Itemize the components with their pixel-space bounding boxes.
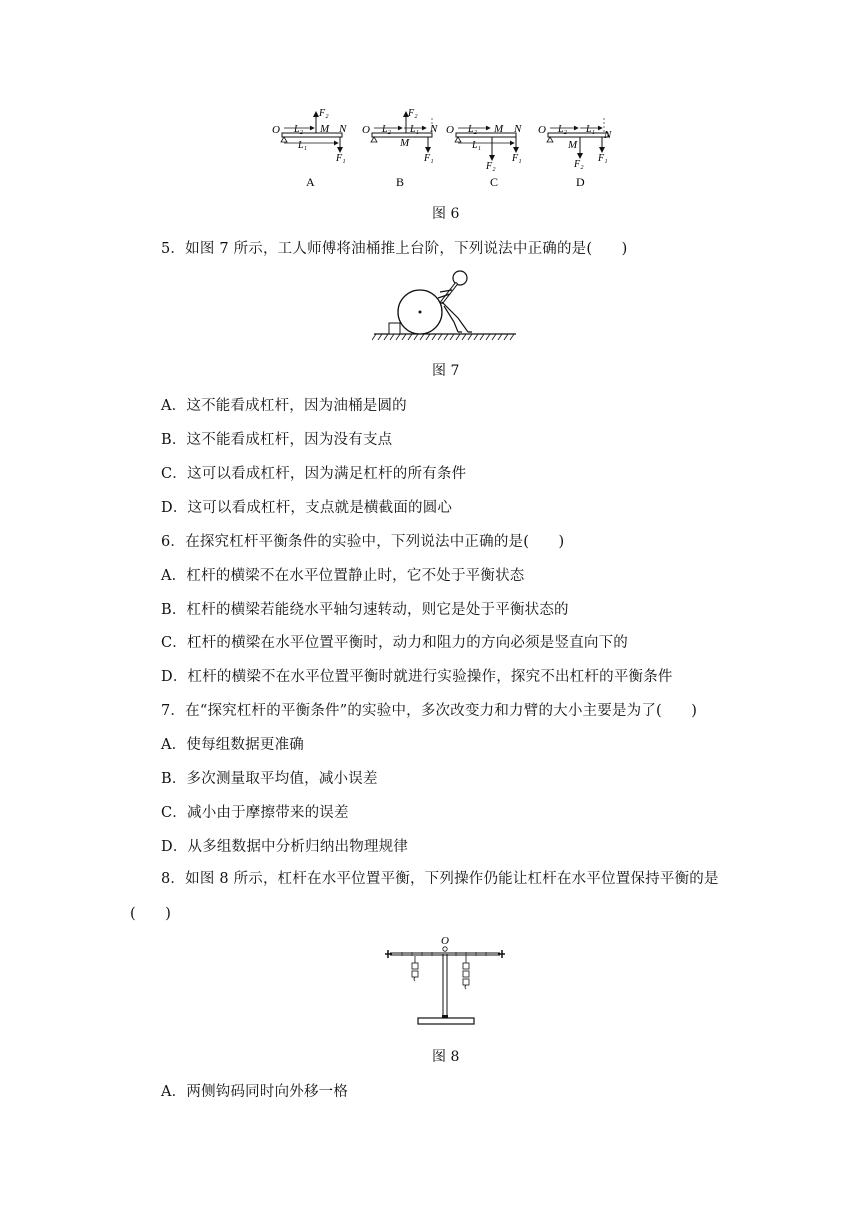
label-n: N xyxy=(604,129,612,141)
label-m: M xyxy=(320,123,330,135)
label-l2: L₂ xyxy=(382,124,392,135)
question-5-option-c[interactable]: C．这可以看成杠杆，因为满足杠杆的所有条件 xyxy=(161,466,467,482)
question-7-option-a[interactable]: A．使每组数据更准确 xyxy=(161,737,304,753)
label-f1: F₁ xyxy=(336,153,346,164)
question-5-option-b[interactable]: B．这不能看成杠杆，因为没有支点 xyxy=(161,432,393,448)
question-5-stem: 5．如图 7 所示，工人师傅将油桶推上台阶，下列说法中正确的是( ) xyxy=(161,241,628,257)
label-o: O xyxy=(446,124,454,136)
question-8-stem: 8．如图 8 所示，杠杆在水平位置平衡，下列操作仍能让杠杆在水平位置保持平衡的是 xyxy=(161,871,719,887)
label-n: N xyxy=(430,123,438,135)
figure-6-panel-a xyxy=(272,108,347,189)
question-6-option-a[interactable]: A．杠杆的横梁不在水平位置静止时，它不处于平衡状态 xyxy=(161,568,525,584)
label-f2: F₂ xyxy=(408,108,418,119)
question-6-option-c[interactable]: C．杠杆的横梁在水平位置平衡时，动力和阻力的方向必须是竖直向下的 xyxy=(161,635,628,651)
label-o: O xyxy=(362,124,370,136)
question-8-stem-continued: ( ) xyxy=(130,906,172,922)
label-f2: F₂ xyxy=(486,161,496,172)
label-o: O xyxy=(538,124,546,136)
panel-letter-c: C xyxy=(490,175,499,189)
question-6-option-b[interactable]: B．杠杆的横梁若能绕水平轴匀速转动，则它是处于平衡状态的 xyxy=(161,602,569,618)
label-m: M xyxy=(568,139,578,151)
label-m: M xyxy=(494,123,504,135)
panel-letter-a: A xyxy=(306,175,315,189)
label-l2: L₂ xyxy=(468,124,478,135)
pivot-label: O xyxy=(441,935,449,947)
panel-letter-b: B xyxy=(396,175,405,189)
panel-letter-d: D xyxy=(576,175,585,189)
figure-8-caption: 图 8 xyxy=(432,1049,460,1065)
label-l2: L₂ xyxy=(558,124,568,135)
label-l1: L₁ xyxy=(472,140,482,151)
label-f2: F₂ xyxy=(574,159,584,170)
question-8-option-a[interactable]: A．两侧钩码同时向外移一格 xyxy=(161,1084,349,1100)
figure-6-panel-b xyxy=(362,108,438,189)
label-m: M xyxy=(400,137,410,149)
question-7-stem: 7．在“探究杠杆的平衡条件”的实验中，多次改变力和力臂的大小主要是为了( ) xyxy=(161,703,698,719)
question-6-stem: 6．在探究杠杆平衡条件的实验中，下列说法中正确的是( ) xyxy=(161,534,565,550)
figure-8-lever-experiment xyxy=(380,933,510,1029)
label-n: N xyxy=(339,123,347,135)
label-f2: F₂ xyxy=(319,108,329,119)
label-l1: L₁ xyxy=(410,124,420,135)
question-7-option-d[interactable]: D．从多组数据中分析归纳出物理规律 xyxy=(161,839,409,855)
figure-6-panel-d xyxy=(538,118,612,189)
label-o: O xyxy=(272,124,280,136)
label-f1: F₁ xyxy=(512,153,522,164)
figure-6-caption: 图 6 xyxy=(432,206,460,222)
figure-7-caption: 图 7 xyxy=(432,363,460,379)
label-l2: L₂ xyxy=(294,124,304,135)
figure-6-panel-c xyxy=(446,123,522,189)
question-7-option-c[interactable]: C．减小由于摩擦带来的误差 xyxy=(161,805,349,821)
label-l1: L₁ xyxy=(586,124,596,135)
question-6-option-d[interactable]: D．杠杆的横梁不在水平位置平衡时就进行实验操作，探究不出杠杆的平衡条件 xyxy=(161,669,673,685)
label-n: N xyxy=(514,123,522,135)
label-l1: L₁ xyxy=(298,140,308,151)
label-f1: F₁ xyxy=(598,153,608,164)
question-5-option-a[interactable]: A．这不能看成杠杆，因为油桶是圆的 xyxy=(161,398,407,414)
figure-7-worker-pushing-barrel xyxy=(372,266,518,346)
question-5-option-d[interactable]: D．这可以看成杠杆，支点就是横截面的圆心 xyxy=(161,500,453,516)
label-f1: F₁ xyxy=(424,153,434,164)
question-7-option-b[interactable]: B．多次测量取平均值，减小误差 xyxy=(161,771,378,787)
figure-6-lever-diagrams xyxy=(268,104,628,196)
